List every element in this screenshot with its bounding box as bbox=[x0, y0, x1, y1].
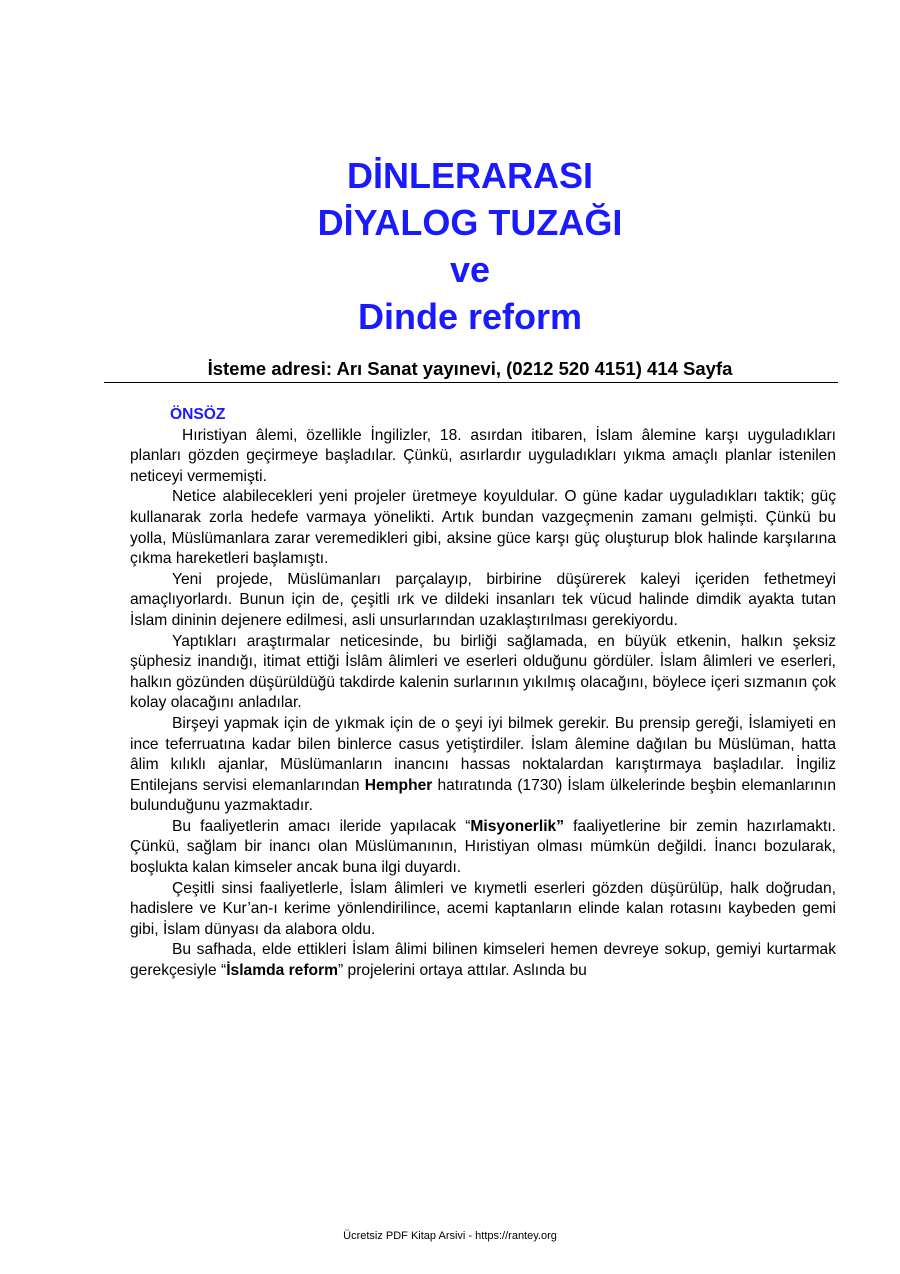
title-line-4: Dinde reform bbox=[357, 296, 583, 337]
paragraph-1: Hıristiyan âlemi, özellikle İngilizler, 18. asırdan itibaren, İslam âlemine karşı uyguladıkları planları gözden geçirmeye başladılar. Çünkü, asırlardır uyguladıkları yıkma amaçlı planlar istenilen neticeyi vermemişti. bbox=[130, 426, 836, 485]
paragraph-8 bbox=[130, 940, 836, 981]
paragraph-6-bold: Misyonerlik” bbox=[470, 817, 564, 835]
paragraph-8-bold: İslamda reform bbox=[226, 962, 339, 980]
paragraph-5 bbox=[130, 714, 836, 817]
paragraph-6 bbox=[130, 817, 836, 879]
paragraph-6-text-a: Bu faaliyetlerin amacı ileride yapılacak “ bbox=[172, 817, 471, 835]
paragraph-7: Çeşitli sinsi faaliyetlerle, İslam âlimleri ve kıymetli eserleri gözden düşürülüp, halk doğrudan, hadislere ve Kur’an-ı kerime yönlendirilince, acemi kaptanların elinde kalan rotasını kaybeden gemi gibi, İslam dünyası da alabora oldu. bbox=[130, 879, 836, 938]
paragraph-8-text-a: Bu safhada, elde ettikleri İslam âlimi bilinen kimseleri hemen devreye sokup, gemiyi kurtarmak gerekçesiyle “ bbox=[130, 941, 836, 980]
page-footer: Ücretsiz PDF Kitap Arsivi - https://rantey.org bbox=[343, 1230, 557, 1242]
paragraph-5-text-b: hatıratında (1730) İslam ülkelerinde beşbin elemanlarının bulunduğunu yazmaktadır. bbox=[130, 776, 836, 815]
paragraph-8-text-b: ” projelerini ortaya attılar. Aslında bu bbox=[338, 962, 587, 980]
paragraph-4: Yaptıkları araştırmalar neticesinde, bu birliği sağlamada, en büyük etkenin, halkın şeksiz şüphesiz inandığı, itimat ettiği İslâm âlimleri ve eserleri olduğunu gördüler. İslam âlimleri ve eserleri, halkın gözünden düşürüldüğü takdirde kalenin surlarının yıkılmış olacağını, böylece içeri sızmanın çok kolay olacağını anladılar. bbox=[130, 632, 836, 712]
title-line-2: DİYALOG TUZAĞI bbox=[317, 202, 623, 243]
horizontal-rule bbox=[104, 382, 838, 383]
paragraph-3: Yeni projede, Müslümanları parçalayıp, birbirine düşürerek kaleyi içeriden fethetmeyi amaçlıyorlardı. Bunun için de, çeşitli ırk ve dildeki insanları tek vücud halinde dimdik ayakta tutan İslam dininin dejenere edilmesi, asli unsurlarından uzaklaştırılması gerekiyordu. bbox=[130, 570, 836, 629]
paragraph-2: Netice alabilecekleri yeni projeler üretmeye koyuldular. O güne kadar uyguladıkları taktik; güç kullanarak zorla hedefe varmaya yönelikti. Artık bundan vazgeçmenin zamanı gelmişti. Çünkü bu yolla, Müslümanlara zarar veremedikleri gibi, aksine güce karşı güç oluşturup blok halinde karşılarına çıkma hareketleri başlamıştı. bbox=[130, 488, 836, 568]
order-address: İsteme adresi: Arı Sanat yayınevi, (0212 520 4151) 414 Sayfa bbox=[207, 358, 733, 379]
title-line-1: DİNLERARASI bbox=[346, 155, 593, 196]
paragraph-6-text-b: faaliyetlerine bir zemin hazırlamaktı. Çünkü, sağlam bir inancı olan Müslümanının, Hıristiyan olması mümkün değildi. İnancı bozularak, boşlukta kalan kimseler ancak buna ilgi duyardı. bbox=[130, 817, 836, 877]
document-title bbox=[0, 152, 900, 340]
paragraph-5-bold: Hempher bbox=[364, 776, 433, 794]
section-heading: ÖNSÖZ bbox=[170, 406, 226, 423]
paragraph-5-text-a: Birşeyi yapmak için de yıkmak için de o şeyi iyi bilmek gerekir. Bu prensip gereği, İslamiyeti en ince teferruatına kadar bilen binlerce casus yetiştirdiler. İslam âlemine dağılan bu Müslüman, hatta âlim kılıklı ajanlar, Müslümanların inancını hassas noktalardan karıştırmaya başladılar. İngiliz Entilejans servisi elemanlarından bbox=[130, 714, 836, 794]
title-line-3: ve bbox=[449, 249, 491, 290]
document-body bbox=[130, 405, 836, 982]
